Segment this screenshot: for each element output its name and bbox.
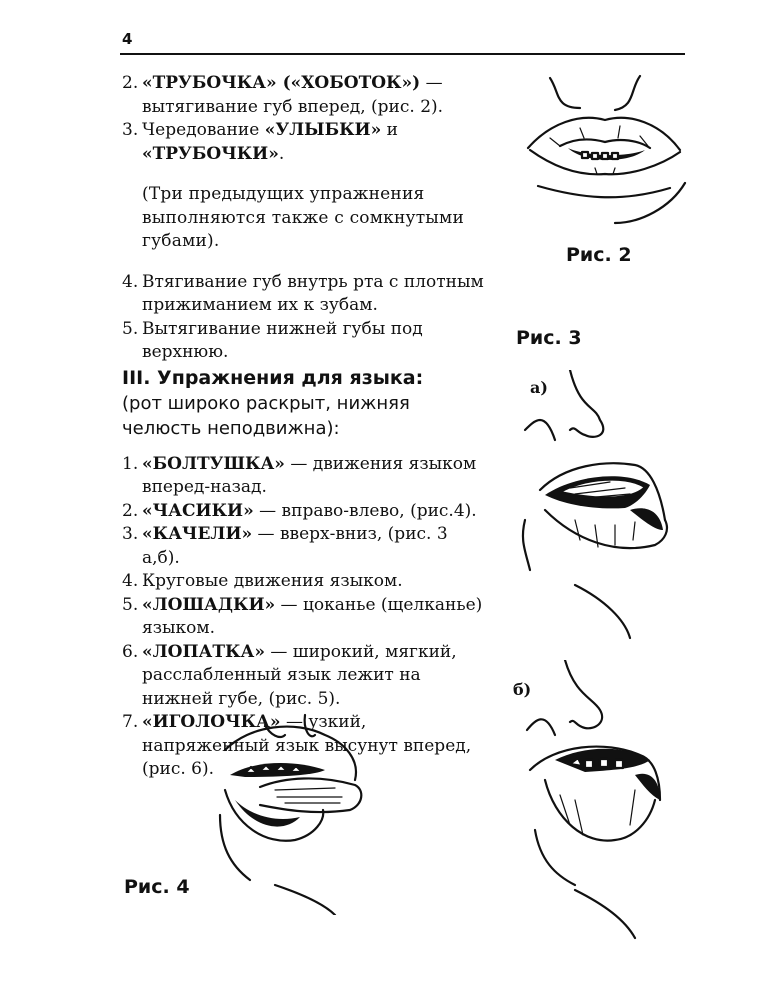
exercise-name: «УЛЫБКИ»: [264, 120, 382, 140]
exercise-name: «БОЛТУШКА»: [142, 453, 285, 474]
item-number: 2.: [122, 73, 139, 93]
item-number: 1.: [122, 453, 139, 474]
exercise-description: и: [381, 120, 398, 140]
lips-pursed-illustration: [520, 68, 690, 228]
figure-caption: Рис. 2: [566, 244, 632, 266]
list-item: [122, 453, 487, 500]
exercise-description: — цоканье (щелканье) языком.: [142, 594, 483, 638]
exercise-name: «ТРУБОЧКА» («ХОБОТОК»): [142, 73, 421, 93]
section-title: III. Упражнения для языка:: [122, 366, 424, 389]
list-item: [122, 594, 487, 641]
exercise-name: «ЧАСИКИ»: [142, 500, 254, 521]
item-number: 5.: [122, 594, 139, 615]
exercise-name: «ЛОПАТКА»: [142, 641, 265, 662]
figure-caption: Рис. 3: [516, 327, 582, 349]
list-item: [122, 271, 487, 318]
item-number: 4.: [122, 571, 139, 591]
exercise-name: «КАЧЕЛИ»: [142, 524, 253, 544]
exercise-description: Втягивание губ внутрь рта с плотным прижиманием их к зубам.: [142, 271, 484, 315]
item-number: 7.: [122, 712, 139, 732]
lips-exercise-list: [122, 72, 487, 365]
tongue-down-illustration: [515, 660, 675, 940]
item-number: 4.: [122, 271, 139, 292]
exercise-note: (Три предыдущих упражнения выполняются также с сомкнутыми губами).: [142, 184, 464, 251]
item-number: 3.: [122, 120, 139, 140]
tongue-up-illustration: [515, 370, 675, 640]
item-number: 5.: [122, 318, 139, 339]
page-number: 4: [122, 30, 133, 48]
tongue-side-illustration: [205, 705, 385, 915]
item-number: 2.: [122, 500, 139, 521]
list-item: [122, 570, 487, 594]
figure-sublabel: б): [513, 680, 532, 699]
exercise-name: «ИГОЛОЧКА»: [142, 712, 281, 732]
item-number: 6.: [122, 641, 139, 662]
exercise-description: .: [278, 143, 285, 164]
list-item: [122, 318, 487, 365]
header-rule: [120, 53, 685, 55]
exercise-description: Вытягивание нижней губы под верхнюю.: [142, 318, 423, 362]
figure-sublabel: а): [530, 378, 548, 397]
exercise-name: «ТРУБОЧКИ»: [142, 143, 279, 164]
list-item: [122, 500, 487, 524]
exercise-description: — вытягивание губ вперед, (рис. 2).: [142, 73, 444, 117]
list-item: [122, 72, 487, 119]
text-column: [122, 72, 487, 782]
list-item: [122, 523, 487, 570]
exercise-description: Чередование: [142, 120, 265, 140]
exercise-description: — вверх-вниз, (рис. 3 а,б).: [142, 524, 448, 568]
section-subtitle: (рот широко раскрыт, нижняя челюсть неподвижна):: [122, 392, 410, 439]
exercise-description: — движения языком вперед-назад.: [142, 453, 477, 497]
exercise-description: — узкий, напряженный язык высунут вперед, (рис. 6).: [142, 712, 472, 779]
item-number: 3.: [122, 524, 139, 544]
exercise-description: Круговые движения языком.: [142, 571, 403, 591]
list-item: [122, 641, 487, 712]
figure-caption: Рис. 4: [124, 876, 190, 898]
exercise-name: «ЛОШАДКИ»: [142, 594, 276, 615]
exercise-description: — широкий, мягкий, расслабленный язык лежит на нижней губе, (рис. 5).: [142, 641, 457, 709]
list-item: [122, 119, 487, 166]
exercise-description: — вправо-влево, (рис.4).: [253, 500, 477, 521]
